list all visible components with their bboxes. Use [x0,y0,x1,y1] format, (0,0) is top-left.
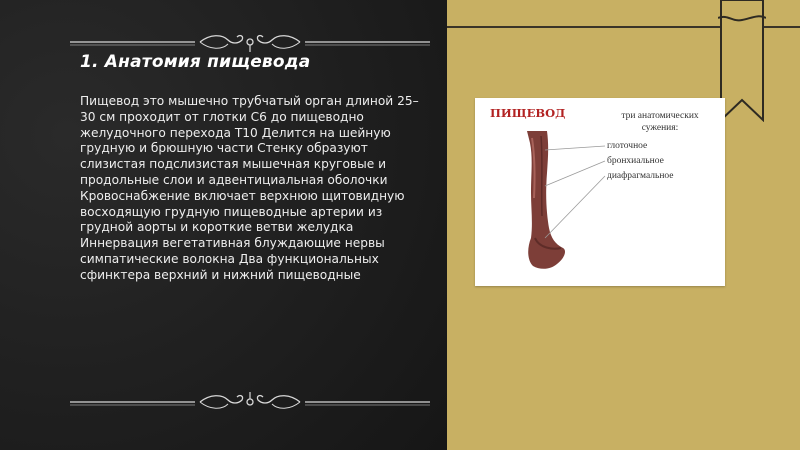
figure-subtitle-line1: три анатомических [621,111,699,121]
esophagus-figure [475,98,725,286]
figure-title: ПИЩЕВОД [490,106,566,120]
ornament-divider-bottom [70,390,430,414]
slide-title: 1. Анатомия пищевода [80,52,311,72]
figure-subtitle-line2: сужения: [641,123,679,133]
slide-body-text: Пищевод это мышечно трубчатый орган длиной 25–30 см проходит от глотки С6 до пищеводно желудочного перехода Т10 Делится на шейную грудную и брюшную части Стенку образуют слизистая подслизистая мышечная круговые и продольные слои и адвентициальная оболочки Кровоснабжение включает верхнюю щитовидную восходящую грудную пищеводные артерии из грудной аорты и короткие ветви желудка Иннервация вегетативная блуждающие нервы симпатические волокна Два функциональных сфинктера верхний и нижний пищеводные [80,94,419,282]
figure-subtitle [605,110,715,134]
ornament-divider-top [70,30,430,54]
label-pharyngeal: глоточное [607,141,648,151]
bookmark-ribbon-icon [718,0,766,122]
label-diaphragmatic: диафрагмальное [607,171,674,181]
label-bronchial: бронхиальное [607,156,664,166]
